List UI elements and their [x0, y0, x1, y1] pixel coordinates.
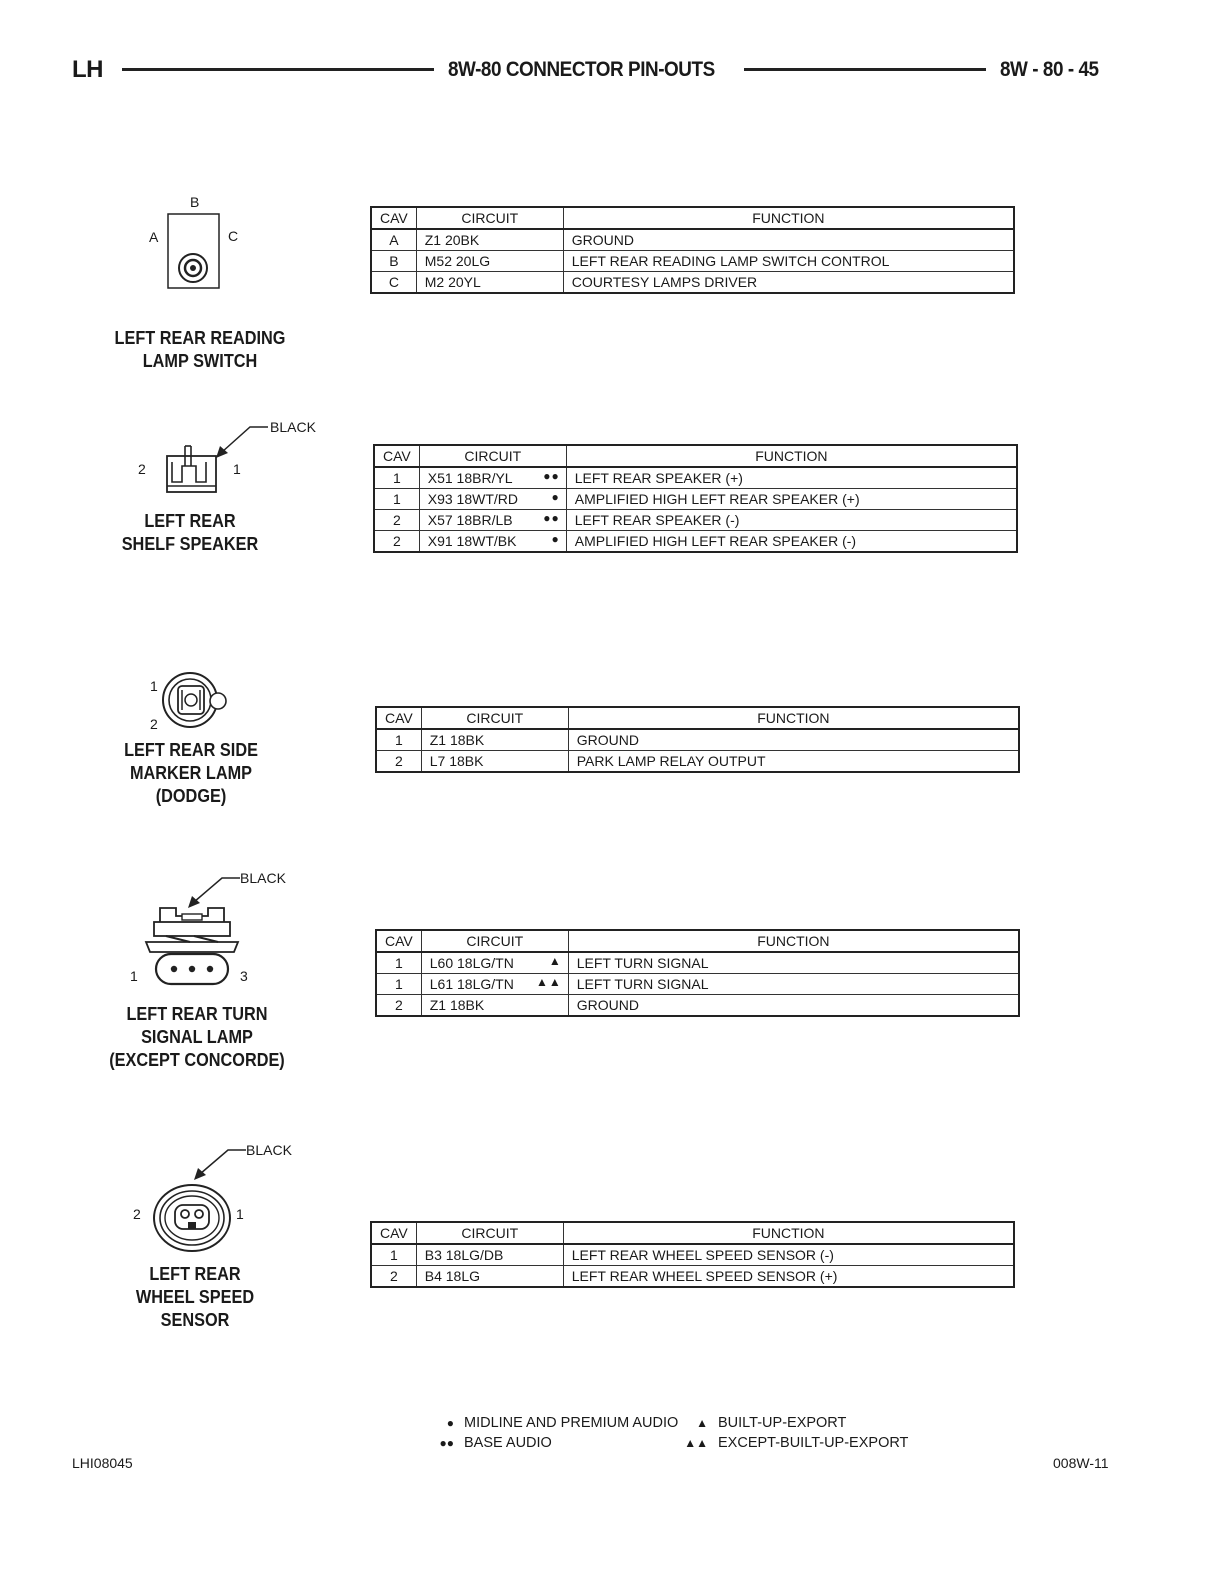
- col-function: FUNCTION: [568, 707, 1019, 729]
- pin-label-2: 2: [133, 1206, 141, 1222]
- legend-text: BASE AUDIO: [464, 1435, 552, 1451]
- legend-text: MIDLINE AND PREMIUM AUDIO: [464, 1415, 679, 1431]
- page-number: 8W - 80 - 45: [1000, 58, 1099, 81]
- pin-label-1: 1: [130, 968, 138, 984]
- pinout-table-reading-lamp: [370, 206, 1015, 294]
- figure-id: 008W-11: [1053, 1455, 1109, 1471]
- circuit-cell: [419, 531, 566, 553]
- option-marker: ▲: [548, 954, 562, 968]
- circuit-code: X57 18BR/LB: [427, 512, 513, 528]
- legend-symbol: ●●: [439, 1436, 454, 1450]
- pinout-table-side-marker: [375, 706, 1020, 773]
- connector-color-label: BLACK: [270, 419, 316, 435]
- wheel-speed-sensor-connector-icon: [150, 1182, 234, 1254]
- pin-label-3: 3: [240, 968, 248, 984]
- function-cell: AMPLIFIED HIGH LEFT REAR SPEAKER (-): [566, 531, 1017, 553]
- legend-item: [684, 1435, 908, 1451]
- option-marker: ●●: [543, 511, 560, 525]
- cav-cell: A: [371, 229, 416, 251]
- pointer-arrow-icon: [188, 1144, 248, 1184]
- col-cav: CAV: [376, 707, 421, 729]
- table-row: [371, 251, 1014, 272]
- cav-cell: 2: [374, 510, 419, 531]
- pin-label-b: B: [190, 194, 200, 210]
- pinout-table-wheel-speed: [370, 1221, 1015, 1288]
- table-row: [374, 467, 1017, 489]
- table-row: [371, 1266, 1014, 1288]
- option-marker: ▲▲: [535, 975, 562, 989]
- function-cell: COURTESY LAMPS DRIVER: [563, 272, 1014, 294]
- table-row: [374, 531, 1017, 553]
- legend-text: EXCEPT-BUILT-UP-EXPORT: [718, 1435, 909, 1451]
- pin-label-1: 1: [233, 461, 241, 477]
- table-row: [371, 1244, 1014, 1266]
- circuit-code: L61 18LG/TN: [429, 976, 514, 992]
- circuit-code: X91 18WT/BK: [427, 533, 517, 549]
- pin-label-1: 1: [150, 678, 158, 694]
- legend-item: [430, 1435, 552, 1451]
- pin-label-2: 2: [138, 461, 146, 477]
- table-row: [371, 272, 1014, 294]
- cav-cell: 1: [376, 952, 421, 974]
- circuit-cell: [419, 510, 566, 531]
- circuit-cell: M52 20LG: [416, 251, 563, 272]
- connector-name-wheel-speed: LEFT REAR WHEEL SPEED SENSOR: [135, 1263, 255, 1330]
- connector-name-side-marker: LEFT REAR SIDE MARKER LAMP (DODGE): [124, 739, 258, 806]
- connector-color-label: BLACK: [246, 1142, 292, 1158]
- legend-symbol: ▲: [696, 1416, 708, 1430]
- function-cell: GROUND: [568, 729, 1019, 751]
- cav-cell: 1: [376, 729, 421, 751]
- cav-cell: 1: [374, 467, 419, 489]
- table-row: [374, 489, 1017, 510]
- legend-item: [430, 1415, 678, 1431]
- cav-cell: 2: [374, 531, 419, 553]
- col-circuit: CIRCUIT: [421, 707, 568, 729]
- legend-symbol: ●: [446, 1416, 454, 1430]
- connector-name-reading-lamp: LEFT REAR READING LAMP SWITCH: [114, 327, 286, 371]
- circuit-cell: L7 18BK: [421, 751, 568, 773]
- section-code: LH: [72, 56, 103, 83]
- function-cell: GROUND: [563, 229, 1014, 251]
- cav-cell: 1: [374, 489, 419, 510]
- document-id: LHI08045: [72, 1455, 133, 1471]
- function-cell: LEFT REAR WHEEL SPEED SENSOR (+): [563, 1266, 1014, 1288]
- circuit-code: X93 18WT/RD: [427, 491, 518, 507]
- circuit-cell: Z1 20BK: [416, 229, 563, 251]
- table-row: [376, 995, 1019, 1017]
- function-cell: LEFT TURN SIGNAL: [568, 952, 1019, 974]
- connector-color-label: BLACK: [240, 870, 286, 886]
- circuit-code: X51 18BR/YL: [427, 470, 513, 486]
- pin-label-c: C: [228, 228, 239, 244]
- cav-cell: C: [371, 272, 416, 294]
- col-circuit: CIRCUIT: [419, 445, 566, 467]
- circuit-cell: Z1 18BK: [421, 729, 568, 751]
- function-cell: LEFT REAR SPEAKER (-): [566, 510, 1017, 531]
- table-row: [376, 751, 1019, 773]
- function-cell: PARK LAMP RELAY OUTPUT: [568, 751, 1019, 773]
- col-function: FUNCTION: [568, 930, 1019, 952]
- col-function: FUNCTION: [563, 207, 1014, 229]
- legend-item: [684, 1415, 846, 1431]
- circuit-cell: [421, 995, 568, 1017]
- cav-cell: 2: [371, 1266, 416, 1288]
- pin-label-a: A: [149, 229, 159, 245]
- legend-symbol: ▲▲: [684, 1436, 708, 1450]
- table-row: [376, 729, 1019, 751]
- option-marker: ●●: [543, 469, 560, 483]
- pinout-table-turn-signal: [375, 929, 1020, 1017]
- cav-cell: 2: [376, 995, 421, 1017]
- table-row: [374, 510, 1017, 531]
- connector-name-turn-signal: LEFT REAR TURN SIGNAL LAMP (EXCEPT CONCORDE): [109, 1003, 285, 1070]
- side-marker-lamp-connector-icon: [160, 670, 230, 734]
- function-cell: GROUND: [568, 995, 1019, 1017]
- cav-cell: 2: [376, 751, 421, 773]
- col-circuit: CIRCUIT: [416, 1222, 563, 1244]
- circuit-cell: B4 18LG: [416, 1266, 563, 1288]
- circuit-code: L60 18LG/TN: [429, 955, 514, 971]
- circuit-cell: M2 20YL: [416, 272, 563, 294]
- pinout-table-shelf-speaker: [373, 444, 1018, 553]
- header-rule-left: [122, 68, 434, 71]
- connector-name-shelf-speaker: LEFT REAR SHELF SPEAKER: [121, 510, 259, 554]
- cav-cell: 1: [376, 974, 421, 995]
- table-row: [376, 974, 1019, 995]
- col-cav: CAV: [371, 207, 416, 229]
- circuit-cell: [419, 467, 566, 489]
- col-function: FUNCTION: [566, 445, 1017, 467]
- col-cav: CAV: [376, 930, 421, 952]
- option-marker: ●: [551, 490, 560, 504]
- pin-label-2: 2: [150, 716, 158, 732]
- cav-cell: B: [371, 251, 416, 272]
- pin-label-1: 1: [236, 1206, 244, 1222]
- function-cell: LEFT TURN SIGNAL: [568, 974, 1019, 995]
- col-cav: CAV: [374, 445, 419, 467]
- reading-lamp-switch-connector-icon: [166, 212, 222, 292]
- turn-signal-lamp-connector-icon: [140, 902, 244, 990]
- option-marker: ●: [551, 532, 560, 546]
- col-cav: CAV: [371, 1222, 416, 1244]
- function-cell: AMPLIFIED HIGH LEFT REAR SPEAKER (+): [566, 489, 1017, 510]
- header-rule-right: [744, 68, 986, 71]
- col-circuit: CIRCUIT: [421, 930, 568, 952]
- function-cell: LEFT REAR WHEEL SPEED SENSOR (-): [563, 1244, 1014, 1266]
- cav-cell: 1: [371, 1244, 416, 1266]
- function-cell: LEFT REAR READING LAMP SWITCH CONTROL: [563, 251, 1014, 272]
- shelf-speaker-connector-icon: [160, 442, 224, 496]
- circuit-cell: [419, 489, 566, 510]
- circuit-code: Z1 18BK: [429, 997, 485, 1013]
- circuit-cell: B3 18LG/DB: [416, 1244, 563, 1266]
- circuit-cell: [421, 952, 568, 974]
- page-title: 8W-80 CONNECTOR PIN-OUTS: [448, 58, 715, 81]
- table-row: [371, 229, 1014, 251]
- col-circuit: CIRCUIT: [416, 207, 563, 229]
- col-function: FUNCTION: [563, 1222, 1014, 1244]
- function-cell: LEFT REAR SPEAKER (+): [566, 467, 1017, 489]
- circuit-cell: [421, 974, 568, 995]
- legend-text: BUILT-UP-EXPORT: [718, 1415, 847, 1431]
- table-row: [376, 952, 1019, 974]
